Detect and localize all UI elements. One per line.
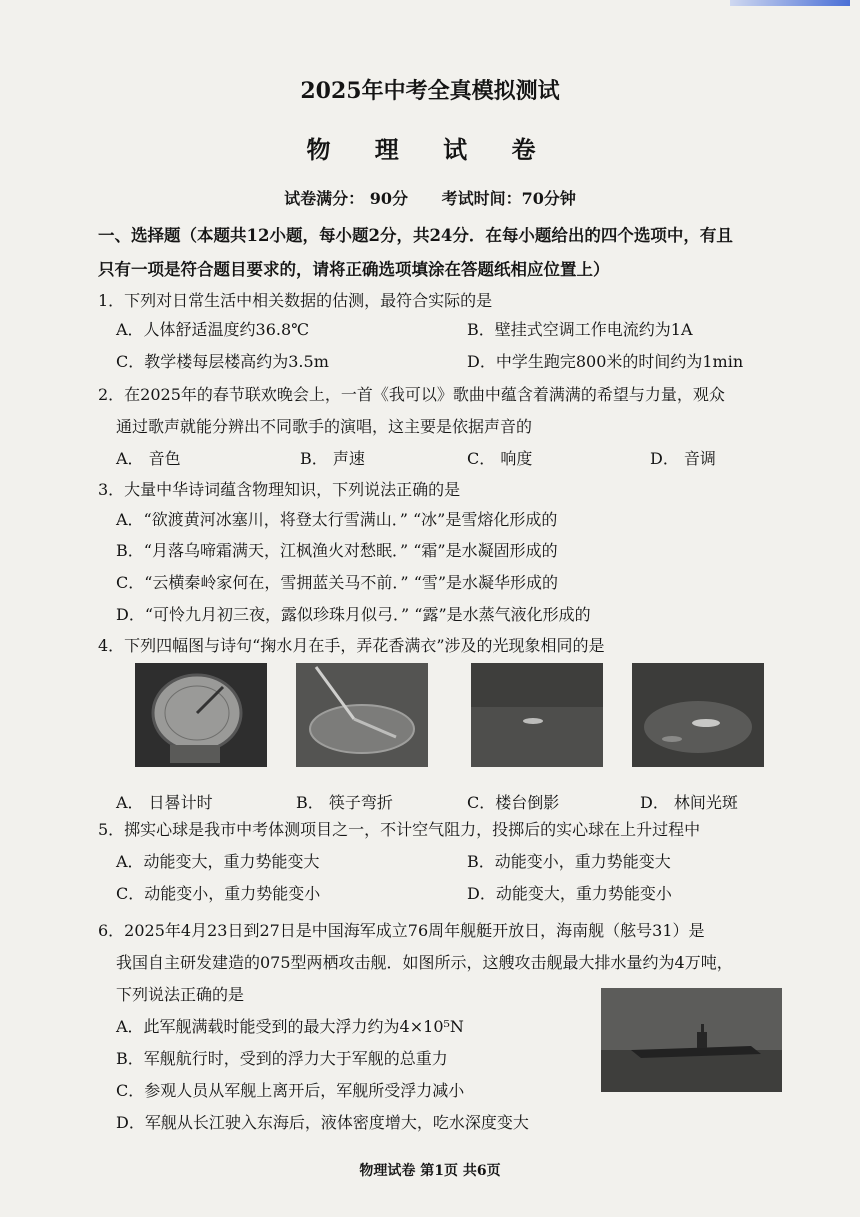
q2-stem-line2: 通过歌声就能分辨出不同歌手的演唱，这主要是依据声音的 xyxy=(116,417,533,436)
q1-option-a: A．人体舒适温度约36.8℃ xyxy=(116,320,310,339)
q6-option-c: C．参观人员从军舰上离开后，军舰所受浮力减小 xyxy=(116,1081,465,1100)
q2-option-a: A． 音色 xyxy=(116,449,181,468)
q2-option-b: B． 声速 xyxy=(300,449,365,468)
q3-stem: 3．大量中华诗词蕴含物理知识，下列说法正确的是 xyxy=(98,480,461,499)
warship-image xyxy=(601,988,782,1092)
q6-stem-line2: 我国自主研发建造的075型两栖攻击舰．如图所示，这艘攻击舰最大排水量约为4万吨， xyxy=(116,953,733,972)
q2-option-d: D． 音调 xyxy=(650,449,716,468)
q3-option-a: A．“欲渡黄河冰塞川，将登太行雪满山．” “冰”是雪熔化形成的 xyxy=(116,510,558,529)
q6-option-b: B．军舰航行时，受到的浮力大于军舰的总重力 xyxy=(116,1049,448,1068)
q4-option-d: D． 林间光斑 xyxy=(640,793,738,812)
section-heading-line2: 只有一项是符合题目要求的，请将正确选项填涂在答题纸相应位置上） xyxy=(98,260,610,279)
q1-option-c: C．教学楼每层楼高约为3.5m xyxy=(116,352,329,371)
q5-option-c: C．动能变小，重力势能变小 xyxy=(116,884,321,903)
q3-option-c: C．“云横秦岭家何在，雪拥蓝关马不前．” “雪”是水凝华形成的 xyxy=(116,573,559,592)
full-score: 试卷满分： 90分 xyxy=(284,189,408,208)
q1-stem: 1．下列对日常生活中相关数据的估测，最符合实际的是 xyxy=(98,291,493,310)
q3-option-d: D．“可怜九月初三夜，露似珍珠月似弓．” “露”是水蒸气液化形成的 xyxy=(116,605,591,624)
q4-option-c: C．楼台倒影 xyxy=(467,793,560,812)
q6-stem-line1: 6．2025年4月23日到27日是中国海军成立76周年舰艇开放日，海南舰（舷号31）是 xyxy=(98,921,705,940)
q4-option-a: A． 日晷计时 xyxy=(116,793,213,812)
exam-meta xyxy=(0,186,860,209)
q5-option-b: B．动能变小，重力势能变大 xyxy=(467,852,671,871)
q5-stem: 5．掷实心球是我市中考体测项目之一，不计空气阻力，投掷后的实心球在上升过程中 xyxy=(98,820,701,839)
q6-option-d: D．军舰从长江驶入东海后，液体密度增大，吃水深度变大 xyxy=(116,1113,529,1132)
section-heading-line1: 一、选择题（本题共12小题，每小题2分，共24分．在每小题给出的四个选项中，有且 xyxy=(98,226,733,245)
q6-option-a: A．此军舰满载时能受到的最大浮力约为4×10⁵N xyxy=(116,1017,464,1036)
exam-subject: 物 理 试 卷 xyxy=(306,135,554,164)
q2-stem-line1: 2．在2025年的春节联欢晚会上，一首《我可以》歌曲中蕴含着满满的希望与力量，观众 xyxy=(98,385,725,404)
sundial-image xyxy=(135,663,267,767)
q3-option-b: B．“月落乌啼霜满天，江枫渔火对愁眠．” “霜”是水凝固形成的 xyxy=(116,541,558,560)
q1-option-b: B．壁挂式空调工作电流约为1A xyxy=(467,320,693,339)
exam-time: 考试时间：70分钟 xyxy=(441,189,576,208)
q2-option-c: C． 响度 xyxy=(467,449,533,468)
chopstick-image xyxy=(296,663,428,767)
q5-option-d: D．动能变大，重力势能变小 xyxy=(467,884,672,903)
q1-option-d: D．中学生跑完800米的时间约为1min xyxy=(467,352,744,371)
q4-option-b: B． 筷子弯折 xyxy=(296,793,393,812)
light-spot-image xyxy=(632,663,764,767)
q6-stem-line3: 下列说法正确的是 xyxy=(116,985,245,1004)
corner-mark xyxy=(730,0,850,6)
q4-stem: 4．下列四幅图与诗句“掬水月在手，弄花香满衣”涉及的光现象相同的是 xyxy=(98,636,605,655)
page-footer: 物理试卷 第1页 共6页 xyxy=(359,1163,501,1179)
exam-title: 2025年中考全真模拟测试 xyxy=(300,78,560,104)
reflection-image xyxy=(471,663,603,767)
q5-option-a: A．动能变大，重力势能变大 xyxy=(116,852,320,871)
